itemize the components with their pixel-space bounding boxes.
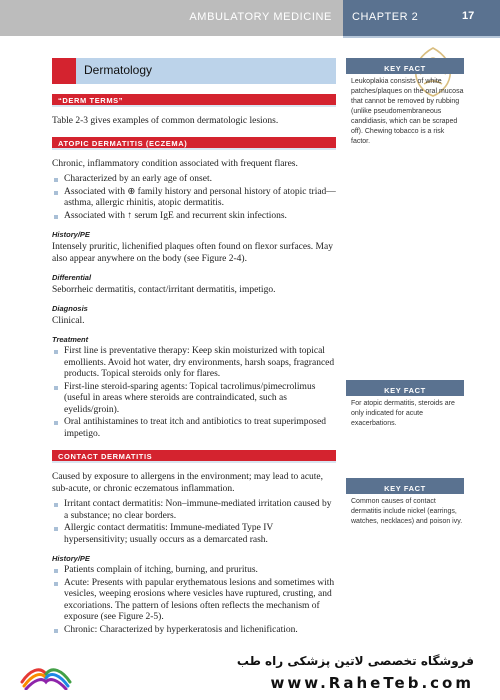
- atopic-differential-label: Differential: [52, 273, 92, 282]
- key-fact-header: [346, 380, 464, 396]
- key-fact-header: [346, 58, 464, 74]
- section-title-bar: [52, 58, 336, 84]
- atopic-history-text: Intensely pruritic, lichenified plaques often found on flexor surfaces. May also appear anywhere on the body (see Figure 2-4).: [52, 242, 333, 264]
- atopic-heading-text: ATOPIC DERMATITIS (ECZEMA): [58, 139, 188, 148]
- contact-history-label: History/PE: [52, 554, 90, 563]
- list-item: Allergic contact dermatitis: Immune-mediated Type IV hypersensitivity; usually occurs as a demarcated rash.: [52, 523, 336, 546]
- list-item: First line is preventative therapy: Keep skin moisturized with topical emollients. Avoid hot water, dry environments, harsh soaps, fragranced products. Topical steroids only for flares.: [52, 346, 336, 381]
- list-item: First-line steroid-sparing agents: Topical tacrolimus/pimecrolimus (useful in areas where steroids are contraindicated, such as eyelids/groin).: [52, 382, 336, 417]
- key-fact-text: Leukoplakia consists of white patches/plaques on the oral mucosa that cannot be removed by rubbing (unlike pseudomembraneous candidiasis, which can be scraped off). Chewing tobacco is a risk factor.: [351, 78, 464, 145]
- atopic-heading: [52, 137, 336, 150]
- main-column: [52, 58, 336, 637]
- header-divider: [343, 36, 500, 38]
- list-item: Irritant contact dermatitis: Non–immune-mediated irritation caused by a substance; no clear borders.: [52, 499, 336, 522]
- atopic-intro: Chronic, inflammatory condition associated with frequent flares.: [52, 159, 298, 169]
- key-fact-text: For atopic dermatitis, steroids are only indicated for acute exacerbations.: [351, 400, 455, 427]
- list-item: Characterized by an early age of onset.: [52, 174, 336, 186]
- page-header: [0, 0, 500, 36]
- list-item: Chronic: Characterized by hyperkeratosis and lichenification.: [52, 625, 336, 637]
- derm-terms-heading-text: “DERM TERMS”: [58, 96, 124, 105]
- chapter-label: CHAPTER 2: [352, 11, 419, 23]
- footer-persian-text: فروشگاه تخصصی لاتین پزشکی راه طب: [236, 654, 474, 668]
- list-item: Oral antihistamines to treat itch and antibiotics to treat superimposed impetigo.: [52, 417, 336, 440]
- contact-intro: Caused by exposure to allergens in the environment; may lead to acute, sub-acute, or chronic eczematous inflammation.: [52, 472, 324, 494]
- contact-bullets: [52, 499, 336, 546]
- footer-banner: [0, 644, 500, 700]
- atopic-history-label: History/PE: [52, 230, 90, 239]
- footer-url: www.RaheTeb.com: [270, 674, 474, 692]
- key-fact-box-leukoplakia: [346, 58, 464, 147]
- atopic-bullets: [52, 174, 336, 222]
- atopic-treatment-label: Treatment: [52, 335, 89, 344]
- key-fact-text: Common causes of contact dermatitis include nickel (earrings, watches, necklaces) and poison ivy.: [351, 498, 463, 525]
- list-item: Associated with ⊕ family history and personal history of atopic triad—asthma, allergic rhinitis, atopic dermatitis.: [52, 187, 336, 210]
- atopic-differential-text: Seborrheic dermatitis, contact/irritant dermatitis, impetigo.: [52, 285, 276, 295]
- derm-terms-text: Table 2-3 gives examples of common dermatologic lesions.: [52, 116, 279, 126]
- list-item: Acute: Presents with papular erythematous lesions and sometimes with vesicles, weeping erosions where vesicles have ruptured, crusting, and excoriations. The pattern of lesions often reflects the mechanism of exposure (see Figure 2-5).: [52, 578, 336, 624]
- key-fact-label: KEY FACT: [384, 64, 426, 73]
- running-title: AMBULATORY MEDICINE: [189, 11, 332, 23]
- key-fact-header: [346, 478, 464, 494]
- key-fact-box-contact: [346, 478, 464, 527]
- key-fact-label: KEY FACT: [384, 386, 426, 395]
- key-fact-box-atopic: [346, 380, 464, 429]
- list-item: Associated with ↑ serum IgE and recurrent skin infections.: [52, 211, 336, 223]
- atopic-treatment-bullets: [52, 346, 336, 440]
- atopic-diagnosis-label: Diagnosis: [52, 304, 88, 313]
- section-title: Dermatology: [84, 63, 153, 77]
- contact-heading-text: CONTACT DERMATITIS: [58, 452, 153, 461]
- page-number: 17: [462, 10, 475, 22]
- atopic-diagnosis-text: Clinical.: [52, 316, 85, 326]
- rainbow-book-logo-icon: [16, 652, 76, 690]
- key-fact-label: KEY FACT: [384, 484, 426, 493]
- contact-heading: [52, 450, 336, 463]
- contact-history-bullets: [52, 565, 336, 636]
- list-item: Patients complain of itching, burning, and pruritus.: [52, 565, 336, 577]
- derm-terms-heading: [52, 94, 336, 107]
